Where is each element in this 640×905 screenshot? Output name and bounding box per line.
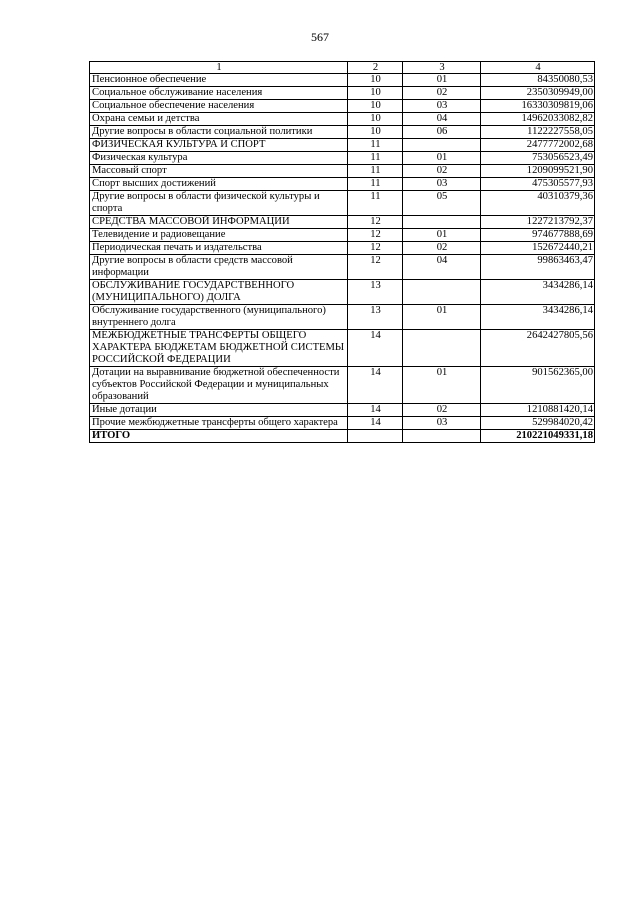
- table-row: [90, 165, 595, 178]
- row-name: ФИЗИЧЕСКАЯ КУЛЬТУРА И СПОРТ: [90, 139, 348, 152]
- row-name: Другие вопросы в области социальной политики: [90, 126, 348, 139]
- total-prz: [403, 430, 481, 443]
- row-amount: 152672440,21: [481, 242, 595, 255]
- row-name: Другие вопросы в области физической культуры и спорта: [90, 191, 348, 216]
- table-row: [90, 126, 595, 139]
- row-subsection-code: 01: [403, 305, 481, 330]
- row-section-code: 11: [348, 139, 403, 152]
- row-section-code: 11: [348, 191, 403, 216]
- row-amount: 3434286,14: [481, 305, 595, 330]
- table-header-row: [90, 62, 595, 74]
- total-rz: [348, 430, 403, 443]
- row-name: Периодическая печать и издательства: [90, 242, 348, 255]
- row-section-code: 13: [348, 280, 403, 305]
- row-name: Телевидение и радиовещание: [90, 229, 348, 242]
- total-sum: 210221049331,18: [481, 430, 595, 443]
- table-body: [90, 74, 595, 430]
- table-row: [90, 305, 595, 330]
- table-row: [90, 74, 595, 87]
- table-row: [90, 113, 595, 126]
- row-amount: 529984020,42: [481, 417, 595, 430]
- row-name: СРЕДСТВА МАССОВОЙ ИНФОРМАЦИИ: [90, 216, 348, 229]
- row-name: Физическая культура: [90, 152, 348, 165]
- row-section-code: 10: [348, 74, 403, 87]
- row-amount: 1210881420,14: [481, 404, 595, 417]
- column-header-2: 2: [348, 62, 403, 74]
- row-section-code: 14: [348, 404, 403, 417]
- row-amount: 1209099521,90: [481, 165, 595, 178]
- row-section-code: 11: [348, 165, 403, 178]
- table-row: [90, 229, 595, 242]
- row-subsection-code: [403, 280, 481, 305]
- table-row: [90, 216, 595, 229]
- row-name: Массовый спорт: [90, 165, 348, 178]
- row-amount: 753056523,49: [481, 152, 595, 165]
- row-subsection-code: [403, 216, 481, 229]
- row-section-code: 11: [348, 152, 403, 165]
- row-section-code: 14: [348, 367, 403, 404]
- row-subsection-code: 03: [403, 178, 481, 191]
- row-subsection-code: 02: [403, 165, 481, 178]
- row-amount: 901562365,00: [481, 367, 595, 404]
- budget-table: [89, 61, 595, 443]
- row-subsection-code: 01: [403, 367, 481, 404]
- row-subsection-code: 06: [403, 126, 481, 139]
- table-row: [90, 87, 595, 100]
- row-section-code: 13: [348, 305, 403, 330]
- row-subsection-code: 05: [403, 191, 481, 216]
- table-row: [90, 367, 595, 404]
- row-subsection-code: [403, 330, 481, 367]
- row-name: Дотации на выравнивание бюджетной обеспеченности субъектов Российской Федерации и муниципальных образований: [90, 367, 348, 404]
- page-number: 567: [311, 30, 329, 44]
- row-subsection-code: 04: [403, 113, 481, 126]
- row-amount: 3434286,14: [481, 280, 595, 305]
- row-name: Охрана семьи и детства: [90, 113, 348, 126]
- row-amount: 2642427805,56: [481, 330, 595, 367]
- row-subsection-code: 02: [403, 87, 481, 100]
- row-name: Пенсионное обеспечение: [90, 74, 348, 87]
- row-subsection-code: 03: [403, 100, 481, 113]
- row-section-code: 12: [348, 255, 403, 280]
- table-row: [90, 404, 595, 417]
- column-header-4: 4: [481, 62, 595, 74]
- table-row: [90, 152, 595, 165]
- table-row: [90, 280, 595, 305]
- row-section-code: 14: [348, 330, 403, 367]
- row-amount: 974677888,69: [481, 229, 595, 242]
- table-row: [90, 178, 595, 191]
- row-name: Другие вопросы в области средств массовой информации: [90, 255, 348, 280]
- table-row: [90, 139, 595, 152]
- row-amount: 2477772002,68: [481, 139, 595, 152]
- column-header-3: 3: [403, 62, 481, 74]
- table-row: [90, 255, 595, 280]
- row-section-code: 10: [348, 100, 403, 113]
- row-subsection-code: 04: [403, 255, 481, 280]
- total-label: ИТОГО: [90, 430, 348, 443]
- row-amount: 475305577,93: [481, 178, 595, 191]
- row-subsection-code: [403, 139, 481, 152]
- row-name: Социальное обслуживание населения: [90, 87, 348, 100]
- row-section-code: 12: [348, 229, 403, 242]
- total-row: [90, 430, 595, 443]
- column-header-1: 1: [90, 62, 348, 74]
- row-section-code: 10: [348, 87, 403, 100]
- table-row: [90, 417, 595, 430]
- row-subsection-code: 01: [403, 152, 481, 165]
- row-name: Обслуживание государственного (муниципального) внутреннего долга: [90, 305, 348, 330]
- row-section-code: 14: [348, 417, 403, 430]
- row-name: ОБСЛУЖИВАНИЕ ГОСУДАРСТВЕННОГО (МУНИЦИПАЛЬНОГО) ДОЛГА: [90, 280, 348, 305]
- row-section-code: 11: [348, 178, 403, 191]
- row-amount: 84350080,53: [481, 74, 595, 87]
- row-amount: 99863463,47: [481, 255, 595, 280]
- row-name: Спорт высших достижений: [90, 178, 348, 191]
- row-amount: 1122227558,05: [481, 126, 595, 139]
- table-row: [90, 330, 595, 367]
- row-subsection-code: 02: [403, 404, 481, 417]
- row-subsection-code: 01: [403, 74, 481, 87]
- row-name: Прочие межбюджетные трансферты общего характера: [90, 417, 348, 430]
- row-amount: 1227213792,37: [481, 216, 595, 229]
- row-name: Социальное обеспечение населения: [90, 100, 348, 113]
- table-row: [90, 100, 595, 113]
- table-row: [90, 242, 595, 255]
- row-subsection-code: 02: [403, 242, 481, 255]
- row-amount: 14962033082,82: [481, 113, 595, 126]
- row-section-code: 12: [348, 216, 403, 229]
- row-name: МЕЖБЮДЖЕТНЫЕ ТРАНСФЕРТЫ ОБЩЕГО ХАРАКТЕРА БЮДЖЕТАМ БЮДЖЕТНОЙ СИСТЕМЫ РОССИЙСКОЙ ФЕДЕРАЦИИ: [90, 330, 348, 367]
- row-name: Иные дотации: [90, 404, 348, 417]
- row-amount: 16330309819,06: [481, 100, 595, 113]
- table-row: [90, 191, 595, 216]
- row-subsection-code: 01: [403, 229, 481, 242]
- row-section-code: 12: [348, 242, 403, 255]
- row-amount: 2350309949,00: [481, 87, 595, 100]
- row-amount: 40310379,36: [481, 191, 595, 216]
- row-subsection-code: 03: [403, 417, 481, 430]
- row-section-code: 10: [348, 126, 403, 139]
- row-section-code: 10: [348, 113, 403, 126]
